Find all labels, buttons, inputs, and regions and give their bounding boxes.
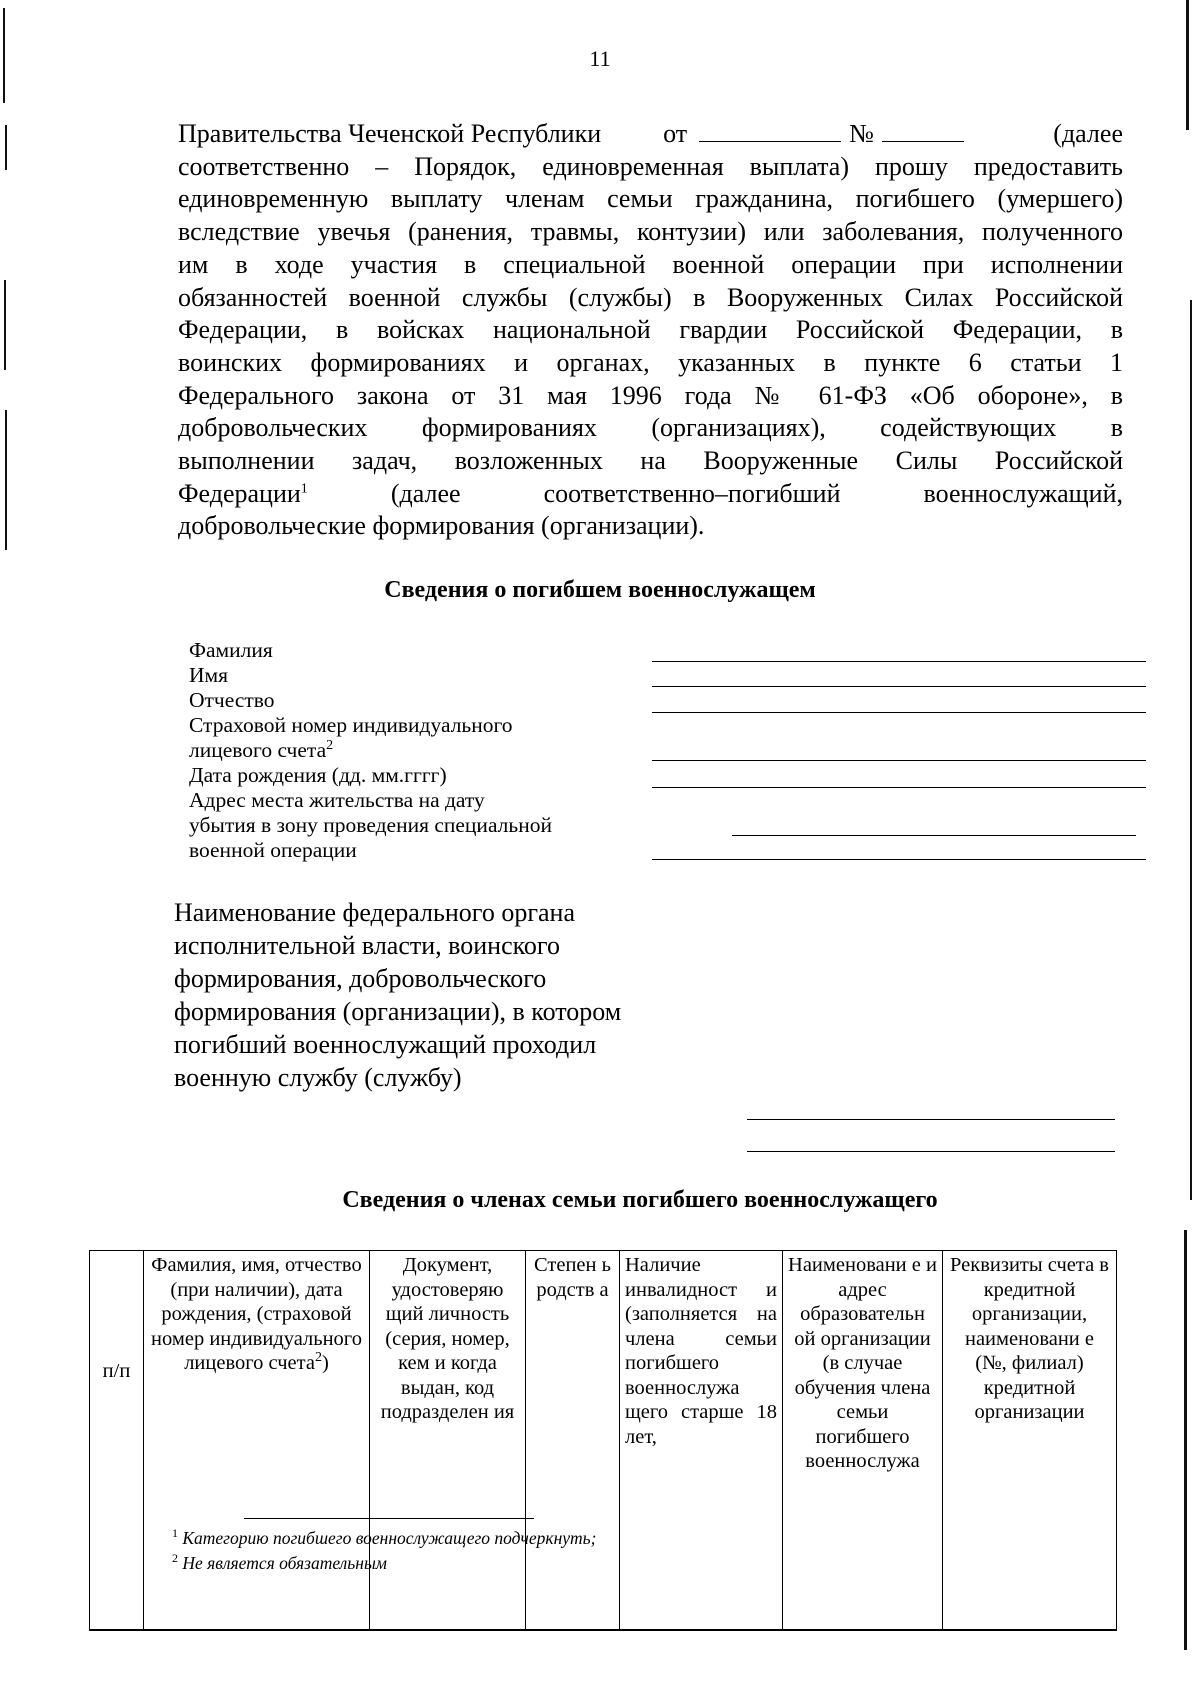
intro-paragraph — [178, 118, 1123, 543]
org-label-line-6: военную службу (службу) — [174, 1063, 462, 1092]
col-kinship-header: Степен ь родств а — [526, 1251, 620, 1631]
intro-line1-no: № — [849, 119, 874, 148]
footnote-1 — [172, 1528, 596, 1549]
snils-label-line2 — [189, 738, 333, 763]
footnote-ref-1: 1 — [300, 481, 308, 497]
org-label-line-1: Наименование федерального органа — [174, 898, 575, 927]
address-label-line2: убытия в зону проведения специальной — [189, 813, 552, 837]
org-label-line-5: погибший военнослужащий проходил — [174, 1030, 597, 1059]
birth-date-label: Дата рождения (дд. мм.гггг) — [189, 763, 447, 787]
intro-line-9: Федерального закона от 31 мая 1996 года № 61-ФЗ «Об обороне», в — [178, 380, 1123, 410]
intro-line-5: им в ходе участия в специальной военной операции при исполнении — [178, 249, 1123, 279]
footnote-ref-2-table: 2 — [314, 1350, 322, 1366]
col-document-header: Документ, удостоверяю щий личность (серия, номер, кем и когда выдан, код подразделен ия — [370, 1251, 526, 1631]
intro-line-6: обязанностей военной службы (службы) в Вооруженных Силах Российской — [178, 282, 1123, 312]
intro-line-13: добровольческие формирования (организации). — [178, 511, 705, 541]
family-section-heading: Сведения о членах семьи погибшего военнослужащего — [342, 1187, 938, 1213]
intro-line-12 — [178, 478, 1123, 511]
snils-label-text: лицевого счета — [189, 738, 327, 762]
surname-input-line[interactable] — [652, 661, 1146, 662]
footnote-1-text: Категорию погибшего военнослужащего подчеркнуть; — [178, 1528, 597, 1548]
col-bank-header: Реквизиты счета в кредитной организации, наименовани е (№, филиал) кредитной организации — [943, 1251, 1117, 1631]
org-label-line-4: формирования (организации), в котором — [174, 997, 622, 1026]
intro-line-4: вследствие увечья (ранения, травмы, контузии) или заболевания, полученного — [178, 217, 1123, 247]
intro-line-1 — [178, 118, 1123, 151]
footnote-2-text: Не является обязательным — [178, 1553, 387, 1573]
org-name-label — [174, 896, 694, 1094]
patronymic-input-line[interactable] — [652, 712, 1146, 713]
intro-line-3: единовременную выплату членам семьи гражданина, погибшего (умершего) — [178, 184, 1123, 214]
footnote-1-mark: 1 — [172, 1526, 178, 1541]
snils-input-line[interactable] — [652, 760, 1146, 761]
intro-line1-end: (далее — [1053, 119, 1123, 148]
intro-line-8: воинских формированиях и органах, указанных в пункте 6 статьи 1 — [178, 347, 1123, 377]
footnote-divider — [244, 1518, 534, 1519]
intro-line-7: Федерации, в войсках национальной гвардии Российской Федерации, в — [178, 315, 1123, 345]
name-label: Имя — [189, 663, 229, 687]
intro-line1-ot: от — [663, 119, 688, 148]
patronymic-label: Отчество — [189, 688, 275, 712]
scan-edge-left-2 — [5, 125, 7, 170]
intro-line1-start: Правительства Чеченской Республики — [178, 119, 602, 148]
intro-line-10: добровольческих формированиях (организациях), содействующих в — [178, 413, 1123, 443]
number-blank-line[interactable] — [882, 119, 964, 142]
scan-edge-right-3 — [1184, 1230, 1187, 1650]
address-label-line3: военной операции — [189, 838, 357, 862]
deceased-section-heading: Сведения о погибшем военнослужащем — [384, 577, 816, 603]
scan-edge-left-3 — [4, 280, 6, 370]
org-label-line-2: исполнительной власти, воинского — [174, 931, 560, 960]
address-input-line-1[interactable] — [732, 835, 1136, 836]
col-index-header: п/п — [90, 1251, 144, 1631]
scan-edge-right-2 — [1190, 300, 1192, 1200]
intro-line12-end: (далее соответственно–погибший военнослужащий, — [307, 478, 1123, 508]
page-number: 11 — [589, 46, 611, 71]
footnote-2 — [172, 1553, 387, 1574]
intro-line12-start: Федерации — [178, 478, 301, 508]
col-education-header: Наименовани е и адрес образовательн ой организации (в случае обучения члена семьи погибшего военнослужа — [783, 1251, 943, 1631]
intro-line-2: соответственно – Порядок, единовременная выплата) прошу предоставить — [178, 151, 1123, 181]
name-input-line[interactable] — [652, 686, 1146, 687]
col-disability-header: Наличие инвалидност и (заполняется на члена семьи погибшего военнослужа щего старше 18 лет, — [620, 1251, 783, 1631]
scan-edge-left-4 — [5, 410, 7, 550]
org-name-input-line-2[interactable] — [747, 1151, 1115, 1152]
snils-label-line1: Страховой номер индивидуального — [189, 713, 513, 737]
footnote-ref-2: 2 — [326, 737, 334, 753]
col-fullname-text: Фамилия, имя, отчество (при наличии), дата рождения, (страховой номер индивидуального лицевого счета — [151, 1254, 362, 1374]
birth-date-input-line[interactable] — [652, 787, 1146, 788]
org-label-line-3: формирования, добровольческого — [174, 964, 547, 993]
org-name-input-line-1[interactable] — [747, 1119, 1115, 1120]
footnote-2-mark: 2 — [172, 1551, 178, 1566]
address-label-line1: Адрес места жительства на дату — [189, 788, 485, 812]
date-blank-line[interactable] — [699, 119, 841, 142]
intro-line-11: выполнении задач, возложенных на Вооруженные Силы Российской — [178, 446, 1123, 476]
col-fullname-close: ) — [321, 1352, 329, 1374]
address-input-line-2[interactable] — [652, 859, 1146, 860]
surname-label: Фамилия — [189, 638, 273, 662]
